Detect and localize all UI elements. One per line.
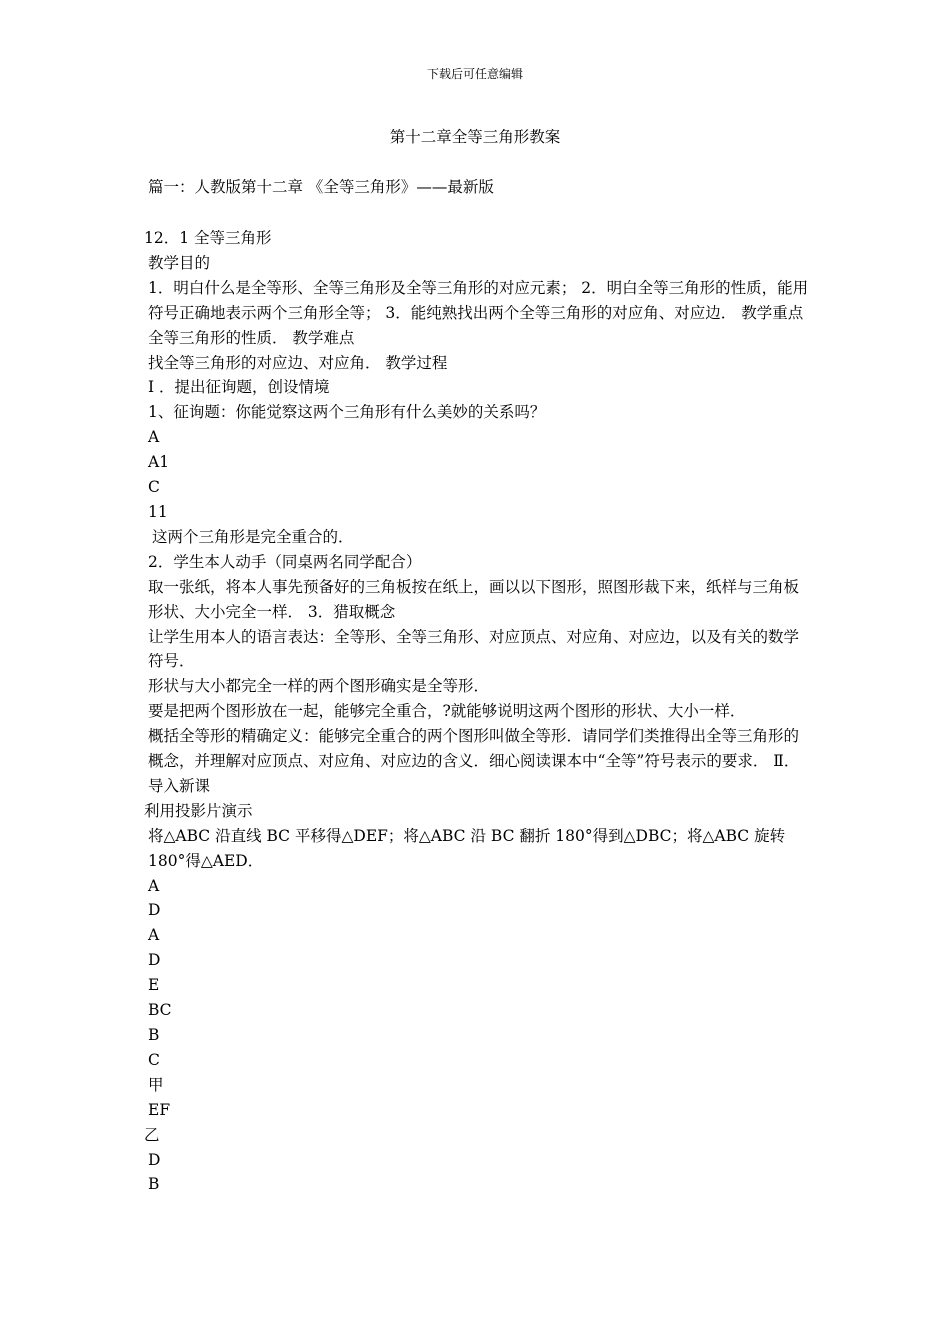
paragraph: EF [148, 1100, 171, 1119]
paragraph: 概括全等形的精确定义：能够完全重合的两个图形叫做全等形．请同学们类推得出全等三角形的概念，并理解对应顶点、对应角、对应边的含义．细心阅读课本中“全等”符号表示的要求． Ⅱ．导入新课 [148, 727, 800, 795]
paragraph: A [148, 876, 160, 895]
part-title: 篇一：人教版第十二章 《全等三角形》——最新版 [148, 178, 494, 196]
paragraph: 甲 [148, 1075, 164, 1094]
paragraph: 找全等三角形的对应边、对应角． 教学过程 [148, 353, 448, 372]
paragraph: 利用投影片演示 [144, 801, 253, 820]
header-note: 下载后可任意编辑 [426, 67, 523, 81]
paragraph: C [148, 1050, 160, 1069]
document-title: 第十二章全等三角形教案 [389, 128, 561, 146]
paragraph: 将△ABC 沿直线 BC 平移得△DEF；将△ABC 沿 BC 翻折 180°得到△DBC；将△ABC 旋转 180°得△AED． [148, 826, 786, 870]
paragraph: D [148, 1150, 161, 1169]
paragraph: 让学生用本人的语言表达：全等形、全等三角形、对应顶点、对应角、对应边，以及有关的数学符号． [148, 627, 800, 671]
document-body [144, 226, 810, 1197]
paragraph: 全等三角形的性质． 教学难点 [148, 328, 355, 347]
paragraph: 形状与大小都完全一样的两个图形确实是全等形． [148, 677, 490, 696]
paragraph: BC [148, 1001, 172, 1020]
paragraph: C [148, 478, 160, 497]
paragraph: E [148, 976, 160, 995]
paragraph: B [148, 1175, 160, 1194]
paragraph: 2．学生本人动手（同桌两名同学配合） [148, 552, 422, 571]
paragraph: 1．明白什么是全等形、全等三角形及全等三角形的对应元素； 2．明白全等三角形的性质，能用符号正确地表示两个三角形全等； 3．能纯熟找出两个全等三角形的对应角、对应边． 教学重点 [148, 278, 809, 322]
paragraph: 乙 [144, 1125, 160, 1144]
paragraph: D [148, 951, 161, 970]
paragraph: D [148, 901, 161, 920]
paragraph: B [148, 1026, 160, 1044]
paragraph: 取一张纸，将本人事先预备好的三角板按在纸上，画以以下图形，照图形裁下来，纸样与三角板形状、大小完全一样． 3．猎取概念 [148, 577, 800, 621]
paragraph: 12．1 全等三角形 [144, 229, 272, 247]
paragraph: A [148, 926, 160, 945]
paragraph: A1 [148, 453, 170, 472]
paragraph: A [148, 428, 160, 447]
paragraph: Ⅰ ．提出征询题，创设情境 [148, 378, 330, 397]
paragraph: 这两个三角形是完全重合的． [152, 527, 354, 546]
paragraph: 11 [148, 502, 168, 521]
paragraph: 要是把两个图形放在一起，能够完全重合，?就能够说明这两个图形的形状、大小一样． [148, 702, 746, 721]
paragraph: 教学目的 [148, 253, 211, 272]
paragraph: 1、征询题：你能觉察这两个三角形有什么美妙的关系吗？ [148, 403, 546, 422]
